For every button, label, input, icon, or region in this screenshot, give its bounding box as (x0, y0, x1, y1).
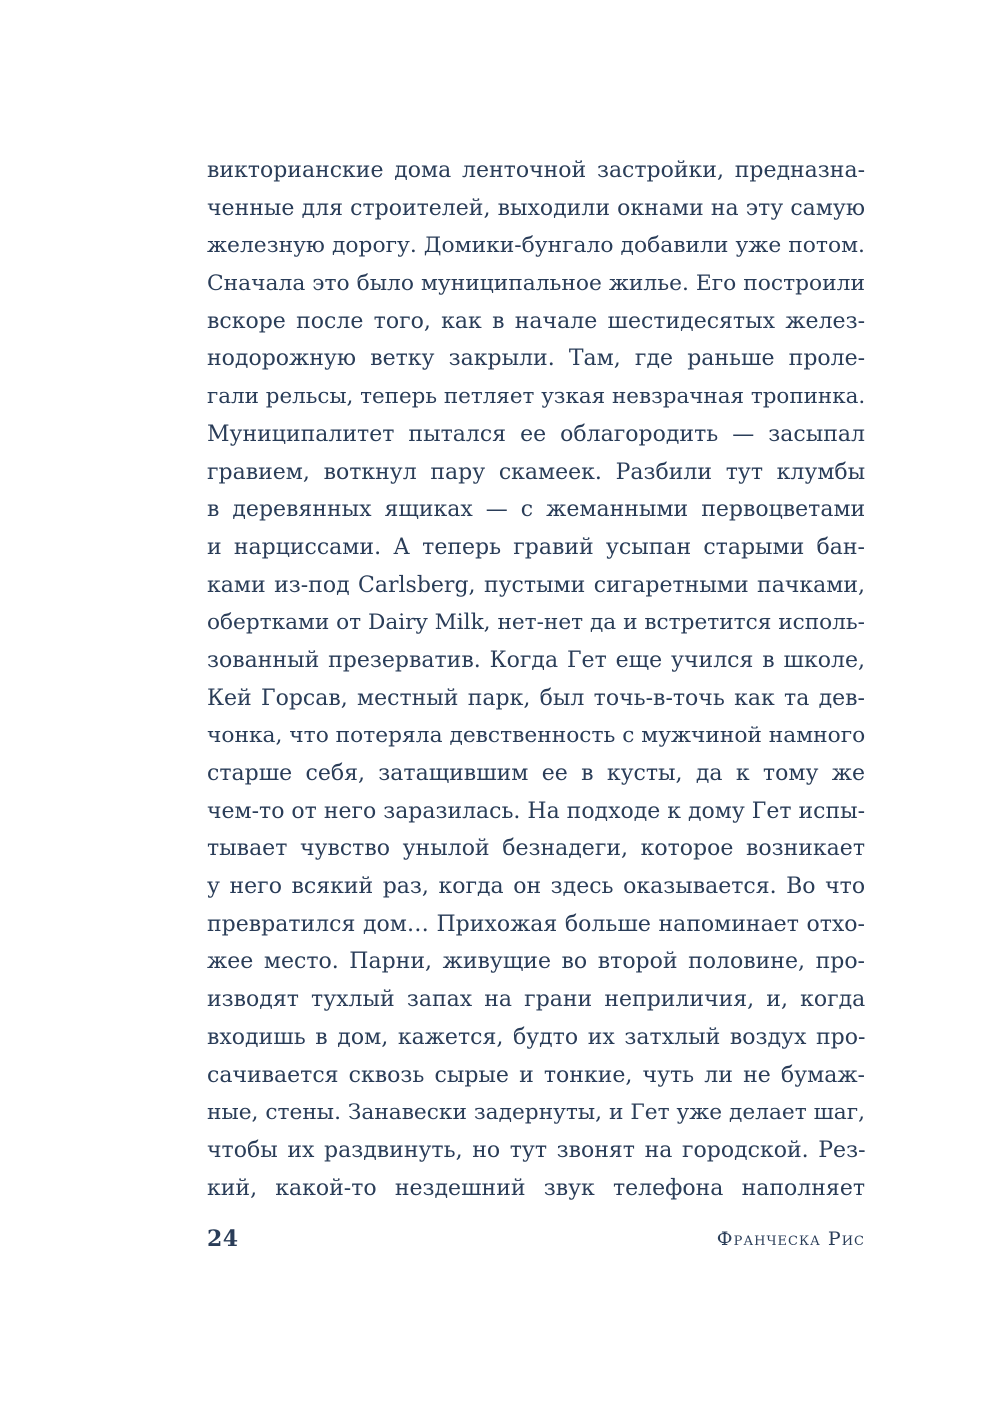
text-line: викторианские дома ленточной застройки, предназна- (207, 158, 865, 183)
text-line: гали рельсы, теперь петляет узкая невзрачная тропинка. (207, 384, 866, 410)
text-line: вскоре после того, как в начале шестидесятых желез- (207, 308, 865, 334)
text-line: Сначала это было муниципальное жилье. Его построили (207, 271, 865, 297)
text-line: обертками от Dairy Milk, нет-нет да и встретится исполь- (207, 610, 865, 636)
text-line: входишь в дом, кажется, будто их затхлый воздух про- (207, 1024, 866, 1050)
text-line: жее место. Парни, живущие во второй половине, про- (207, 949, 865, 975)
page-number: 24 (207, 1226, 239, 1252)
text-line: нодорожную ветку закрыли. Там, где раньше проле- (207, 346, 866, 372)
text-line: зованный презерватив. Когда Гет еще учился в школе, (207, 647, 865, 673)
text-line: старше себя, затащившим ее в кусты, да к тому же (207, 761, 865, 786)
text-line: и нарциссами. А теперь гравий усыпан старыми бан- (207, 534, 865, 560)
text-line: ченные для строителей, выходили окнами на эту самую (207, 195, 865, 221)
text-line: чем-то от него заразилась. На подходе к дому Гет испы- (207, 798, 865, 824)
body-text (207, 152, 865, 1207)
text-line: в деревянных ящиках — с жеманными первоцветами (207, 497, 866, 523)
text-line: кий, какой-то нездешний звук телефона наполняет (207, 1175, 866, 1201)
text-line: железную дорогу. Домики-бунгало добавили уже потом. (207, 233, 865, 259)
page-footer (207, 1226, 865, 1256)
text-line: у него всякий раз, когда он здесь оказывается. Во что (207, 874, 866, 900)
text-line: изводят тухлый запах на грани неприличия, и, когда (207, 987, 866, 1013)
text-line: чонка, что потеряла девственность с мужчиной намного (207, 723, 866, 749)
text-line: превратился дом… Прихожая больше напоминает отхо- (207, 911, 865, 937)
text-line: ками из-под Carlsberg, пустыми сигаретными пачками, (207, 572, 865, 598)
text-line: сачивается сквозь сырые и тонкие, чуть ли не бумаж- (207, 1062, 865, 1088)
text-line: ные, стены. Занавески задернуты, и Гет уже делает шаг, (207, 1100, 865, 1126)
text-line: Муниципалитет пытался ее облагородить — засыпал (207, 421, 865, 447)
text-line: чтобы их раздвинуть, но тут звонят на городской. Рез- (207, 1137, 866, 1163)
text-line: тывает чувство унылой безнадеги, которое возникает (207, 836, 865, 862)
running-head-author: Франческа Рис (716, 1228, 865, 1250)
text-line: гравием, воткнул пару скамеек. Разбили тут клумбы (207, 459, 866, 485)
text-line: Кей Горсав, местный парк, был точь-в-точь как та дев- (207, 685, 865, 711)
